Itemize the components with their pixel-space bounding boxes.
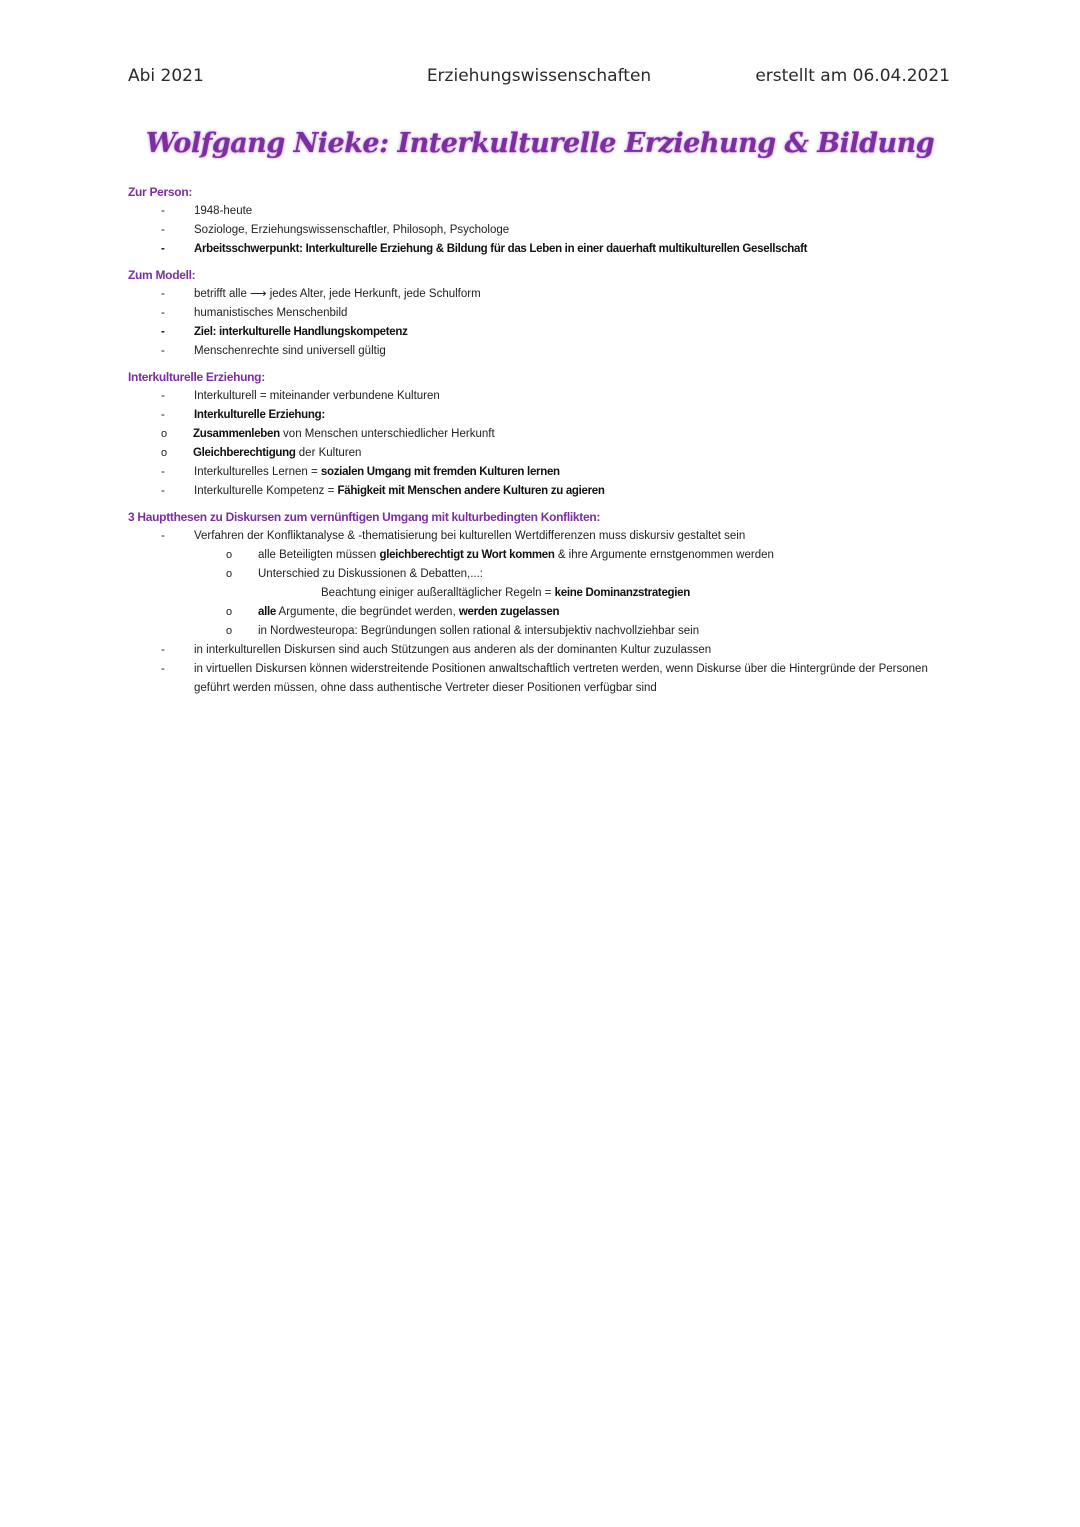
bullet-list xyxy=(128,202,948,259)
list-item: - in virtuellen Diskursen können widerstreitende Positionen anwaltschaftlich vertreten werden, wenn Diskurse über die Hintergründe der Personen geführt werden müssen, ohne dass authentische Vertreter dieser Positionen verfügbar sind xyxy=(128,660,948,698)
sub-list-item: o in Nordwesteuropa: Begründungen sollen rational & intersubjektiv nachvollziehbar sein xyxy=(193,622,948,641)
sub-list-item: o Unterschied zu Diskussionen & Debatten,...: Beachtung einiger außeralltäglicher Regeln = keine Dominanzstrategien xyxy=(193,565,948,603)
list-item: - Menschenrechte sind universell gültig xyxy=(128,342,948,361)
list-item: - Arbeitsschwerpunkt: Interkulturelle Erziehung & Bildung für das Leben in einer dauerhaft multikulturellen Gesellschaft xyxy=(128,240,948,259)
list-item: - Interkulturelles Lernen = sozialen Umgang mit fremden Kulturen lernen xyxy=(128,463,948,482)
section-erziehung xyxy=(128,367,948,501)
bullet-list xyxy=(128,387,948,501)
sub-list xyxy=(193,546,948,641)
sub-list xyxy=(128,425,948,463)
list-item: - 1948-heute xyxy=(128,202,948,221)
list-item: - humanistisches Menschenbild xyxy=(128,304,948,323)
bullet-list xyxy=(128,285,948,361)
section-heading: Zum Modell: xyxy=(128,268,196,282)
page-header xyxy=(128,66,950,90)
sub-list-item: o Zusammenleben von Menschen unterschiedlicher Herkunft xyxy=(128,425,948,444)
header-date: erstellt am 06.04.2021 xyxy=(755,66,950,86)
list-item xyxy=(128,406,948,463)
indented-note: Beachtung einiger außeralltäglicher Regeln = keine Dominanzstrategien xyxy=(321,587,690,599)
header-subject: Erziehungswissenschaften xyxy=(426,66,652,86)
list-item: - Soziologe, Erziehungswissenschaftler, Philosoph, Psychologe xyxy=(128,221,948,240)
bullet-list xyxy=(128,527,948,698)
section-heading: 3 Hauptthesen zu Diskursen zum vernünftigen Umgang mit kulturbedingten Konflikten: xyxy=(128,510,601,524)
sub-list-item: o alle Beteiligten müssen gleichberechtigt zu Wort kommen & ihre Argumente ernstgenommen werden xyxy=(193,546,948,565)
sub-list-item: o alle Argumente, die begründet werden, werden zugelassen xyxy=(193,603,948,622)
list-item-label: Interkulturelle Erziehung: xyxy=(194,409,325,421)
section-person xyxy=(128,182,948,259)
section-thesen xyxy=(128,507,948,698)
header-year: Abi 2021 xyxy=(128,66,204,86)
list-item: - Interkulturelle Kompetenz = Fähigkeit mit Menschen andere Kulturen zu agieren xyxy=(128,482,948,501)
section-heading: Interkulturelle Erziehung: xyxy=(128,370,265,384)
section-heading: Zur Person: xyxy=(128,185,193,199)
section-modell xyxy=(128,265,948,361)
sub-list-item: o Gleichberechtigung der Kulturen xyxy=(128,444,948,463)
page-title: Wolfgang Nieke: Interkulturelle Erziehung & Bildung xyxy=(145,128,935,159)
list-item: - Verfahren der Konfliktanalyse & -thematisierung bei kulturellen Wertdifferenzen muss diskursiv gestaltet sein o alle Beteiligten müssen gleichberechtigt zu Wort kommen & ihre Argumente ernstgenommen werden o Unterschied zu Diskussionen & Debatten,...: Beachtung einiger außeralltäglicher Regeln = keine Dominanzstrategien o alle Argumente, die begründet werden, werden zugelassen o in Nordwesteuropa: Begründungen sollen rational & intersubjektiv nachvollziehbar sein xyxy=(128,527,948,641)
document-body xyxy=(128,182,948,704)
list-item: - Ziel: interkulturelle Handlungskompetenz xyxy=(128,323,948,342)
list-item: - Interkulturell = miteinander verbundene Kulturen xyxy=(128,387,948,406)
list-item: - betrifft alle ⟶ jedes Alter, jede Herkunft, jede Schulform xyxy=(128,285,948,304)
list-item: - in interkulturellen Diskursen sind auch Stützungen aus anderen als der dominanten Kultur zuzulassen xyxy=(128,641,948,660)
